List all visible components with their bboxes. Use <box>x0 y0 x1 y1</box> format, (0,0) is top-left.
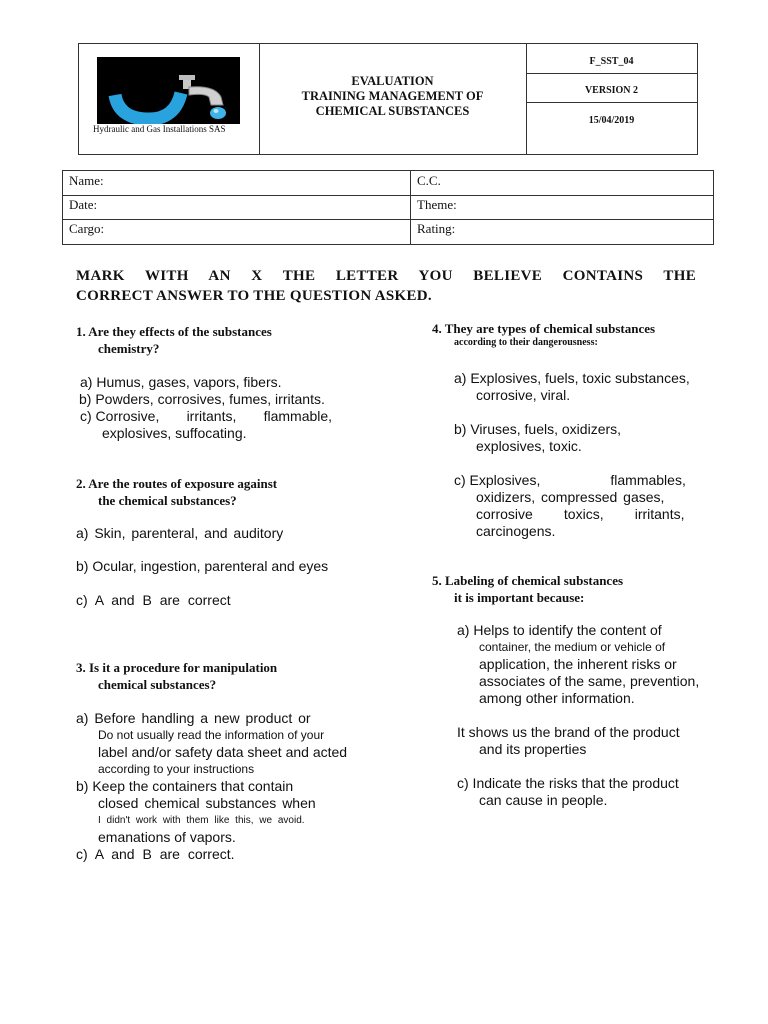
question-3-options <box>76 710 386 863</box>
q2-option-a[interactable]: a) Skin, parenteral, and auditory <box>76 525 284 541</box>
q3-option-b-line-1: b) Keep the containers that contain <box>76 778 294 794</box>
q4-option-c-line-4: carcinogens. <box>476 523 556 539</box>
document-title <box>259 74 526 119</box>
date-field-label[interactable]: Date: <box>69 197 98 212</box>
rating-field-label[interactable]: Rating: <box>417 221 456 236</box>
question-4-options <box>454 370 724 540</box>
title-line-3: CHEMICAL SUBSTANCES <box>315 104 470 118</box>
q1-option-a[interactable]: a) Humus, gases, vapors, fibers. <box>80 374 282 390</box>
title-line-2: TRAINING MANAGEMENT OF <box>301 89 484 103</box>
q5-option-b-line-2: and its properties <box>479 741 587 757</box>
q5-option-a-line-2: container, the medium or vehicle of <box>479 640 666 654</box>
question-2-title <box>76 475 346 509</box>
q4-option-b-line-2: explosives, toxic. <box>476 438 582 454</box>
q2-title-line-1: 2. Are the routes of exposure against <box>76 476 278 491</box>
q4-option-a[interactable] <box>454 370 724 404</box>
q4-option-b[interactable] <box>454 421 724 455</box>
form-code: F_SST_04 <box>589 56 634 67</box>
q3-option-a-line-1: a) Before handling a new product or <box>76 710 311 726</box>
q4-option-c-line-1: c) Explosives, flammables, <box>454 472 686 488</box>
student-info-table <box>62 170 714 245</box>
logo-cell <box>79 44 260 154</box>
q5-title-line-1: 5. Labeling of chemical substances <box>432 573 624 588</box>
q2-title-line-2: the chemical substances? <box>98 493 237 508</box>
q2-option-c[interactable]: c) A and B are correct <box>76 592 231 608</box>
q3-option-a-line-2: Do not usually read the information of your <box>98 728 325 742</box>
q4-option-a-line-1: a) Explosives, fuels, toxic substances, <box>454 370 690 386</box>
q3-title-line-2: chemical substances? <box>98 677 217 692</box>
q4-option-c-line-3: corrosive toxics, irritants, <box>476 506 685 522</box>
title-line-1: EVALUATION <box>351 74 434 88</box>
document-header <box>78 43 698 155</box>
q5-option-c-line-1: c) Indicate the risks that the product <box>457 775 679 791</box>
info-row-cargo <box>63 219 713 243</box>
instruction-text <box>76 266 696 306</box>
meta-cell <box>526 44 697 154</box>
q1-option-c-line-1: c) Corrosive, irritants, flammable, <box>80 408 333 424</box>
q1-option-b[interactable]: b) Powders, corrosives, fumes, irritants. <box>79 391 325 407</box>
cargo-field-label[interactable]: Cargo: <box>69 221 105 236</box>
theme-field-label[interactable]: Theme: <box>417 197 457 212</box>
q4-option-b-line-1: b) Viruses, fuels, oxidizers, <box>454 421 622 437</box>
title-cell <box>259 44 527 154</box>
q3-option-b-line-4: emanations of vapors. <box>98 829 236 845</box>
q4-title-line-2: according to their dangerousness: <box>454 337 598 348</box>
q5-option-a[interactable] <box>457 622 725 707</box>
form-version: VERSION 2 <box>584 85 639 96</box>
q4-option-c-line-2: oxidizers, compressed gases, <box>476 489 665 505</box>
q5-title-line-2: it is important because: <box>454 590 585 605</box>
instruction-line-2: CORRECT ANSWER TO THE QUESTION ASKED. <box>76 288 432 304</box>
q4-option-c[interactable] <box>454 472 724 540</box>
info-row-name <box>63 171 713 195</box>
meta-divider <box>526 102 697 103</box>
instruction-line-1: MARK WITH AN X THE LETTER YOU BELIEVE CONTAINS THE <box>76 268 696 284</box>
q2-option-b[interactable]: b) Ocular, ingestion, parenteral and eyes <box>76 558 329 574</box>
q3-title-line-1: 3. Is it a procedure for manipulation <box>76 660 278 675</box>
question-1-title <box>76 323 336 357</box>
info-row-date <box>63 195 713 219</box>
q1-title-line-1: 1. Are they effects of the substances <box>76 324 272 339</box>
q5-option-c[interactable] <box>457 775 725 809</box>
question-5-options <box>457 622 725 809</box>
q4-title-line-1: 4. They are types of chemical substances <box>432 321 656 336</box>
company-logo <box>97 57 240 124</box>
q5-option-a-line-4: associates of the same, prevention, <box>479 673 700 689</box>
q5-option-c-line-2: can cause in people. <box>479 792 608 808</box>
faucet-logo-icon <box>97 57 240 124</box>
q1-option-c-line-2: explosives, suffocating. <box>102 425 247 441</box>
q3-option-b-line-2: closed chemical substances when <box>98 795 316 811</box>
company-name: Hydraulic and Gas Installations SAS <box>93 124 226 134</box>
q3-option-a[interactable] <box>76 710 386 778</box>
q3-option-a-line-3: label and/or safety data sheet and acted <box>98 744 348 760</box>
q4-option-a-line-2: corrosive, viral. <box>476 387 571 403</box>
name-field-label[interactable]: Name: <box>69 173 104 188</box>
q3-option-b[interactable] <box>76 778 386 846</box>
meta-divider <box>526 73 697 74</box>
question-1-options <box>80 374 360 442</box>
q5-option-b-line-1: It shows us the brand of the product <box>457 724 680 740</box>
q1-option-c[interactable] <box>80 408 360 442</box>
q5-option-b[interactable] <box>457 724 725 758</box>
question-5-title <box>432 572 722 606</box>
form-date: 15/04/2019 <box>588 115 635 126</box>
q3-option-a-line-4: according to your instructions <box>98 762 255 776</box>
cc-field-label[interactable]: C.C. <box>417 173 441 188</box>
question-3-title <box>76 659 346 693</box>
q5-option-a-line-3: application, the inherent risks or <box>479 656 677 672</box>
q1-title-line-2: chemistry? <box>98 341 160 356</box>
q5-option-a-line-1: a) Helps to identify the content of <box>457 622 662 638</box>
q3-option-c[interactable]: c) A and B are correct. <box>76 846 235 862</box>
q5-option-a-line-5: among other information. <box>479 690 635 706</box>
question-4-title <box>432 320 722 349</box>
q3-option-b-line-3: I didn't work with them like this, we avoid. <box>98 815 305 826</box>
